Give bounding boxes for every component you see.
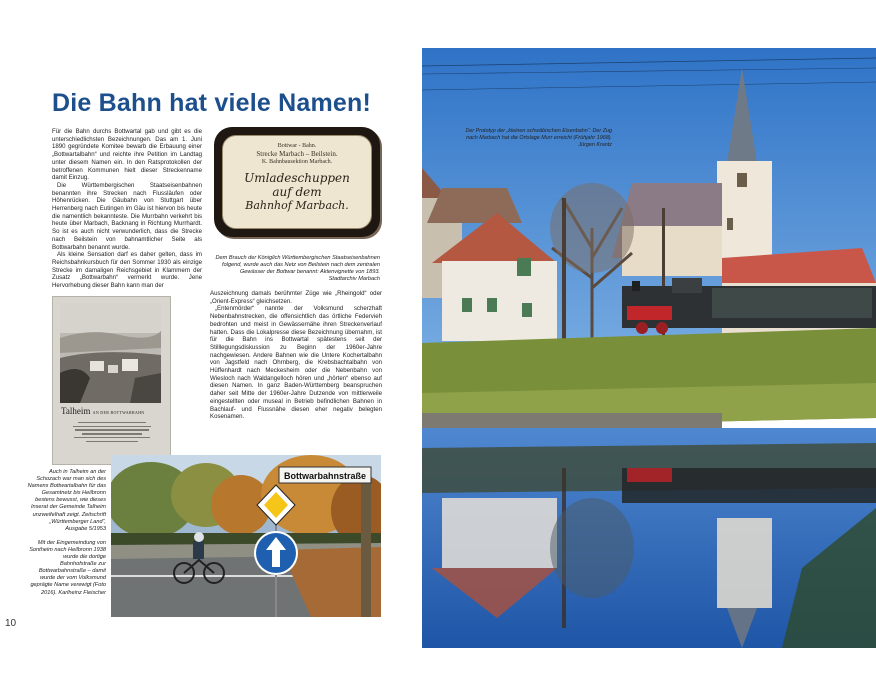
paragraph: Auszeichnung damals berühmter Züge wie „Rheingold“ oder „Orient-Express“ gleichsetzen. <box>210 290 382 305</box>
plaque-line: K. Bahnbausektion Marbach. <box>261 159 333 165</box>
paragraph: Für die Bahn durchs Bottwartal gab und gibt es die unterschiedlichsten Bezeichnungen. Das am 1. Juni 1890 gegründete Komitee bewarb die Erbauung einer „Bottwartalbahn“ und reichte ihre Petition im Landtag unter diesem Namen ein. In den Ratsprotokollen der betroffenen Kommunen hielt dieser Streckenname damit Einzug. <box>52 128 202 182</box>
left-page <box>0 48 410 648</box>
plaque-image <box>214 127 380 237</box>
body-column-left <box>52 128 202 290</box>
blue-straight-ahead-arrow-sign-icon <box>254 531 298 575</box>
brochure-photo <box>60 303 161 403</box>
plaque-line: Strecke Marbach – Beilstein. <box>256 150 338 158</box>
plaque-line: Bottwar - Bahn. <box>277 143 317 149</box>
plaque-line: Umladeschuppen <box>244 171 350 185</box>
talheim-caption <box>27 469 106 597</box>
paragraph: Die Württembergischen Staatseisenbahnen benannten ihre Strecken nach Flussläufen oder Höhenrücken. Die Gäubahn von Stuttgart über Herrenberg nach Eutingen im Gäu ist hiervon bis heute die namentlich bekannteste. Die Murrbahn verkehrt bis heute über Marbach, Backnang in Richtung Murrhardt. So ist es auch nicht verwunderlich, dass die Strecke nach Beilstein von bahnamtlicher Seite als Bottwarbahn benannt wurde. <box>52 181 202 251</box>
paragraph: Als kleine Sensation darf es daher gelten, dass im Reichsbahnkursbuch für den Sommer 1930 als einzige Strecke im damaligen Reichsgebiet in Klammern der Zusatz „Bottwarbahn“ vermerkt wurde. Jene Hervorhebung dieser Bahn kann man der <box>52 251 202 290</box>
train-caption: Der Prototyp der „kleinen schwäbischen Eisenbahn“: Der Zug nach Marbach hat die Ortslage Murr erreicht (Frühjahr 1968). Jürgen Krantz <box>465 128 612 149</box>
caption-part: Auch in Talheim an der Schozach war man sich des Namens Bottwartalbahn für das Gesamtnetz bis Heilbronn bestens bewusst, wie dieses Inserat der Gemeinde Talheim unzweifelhaft zeigt. Zeitschrift „Württemberger Land“, Ausgabe 5/1953 <box>27 469 106 532</box>
body-column-right <box>210 290 382 421</box>
plaque-line: auf dem <box>272 185 322 199</box>
right-page <box>422 48 876 648</box>
brochure-title-big: Talheim <box>61 406 91 416</box>
brochure-text-lines <box>69 419 155 445</box>
street-sign-text: Bottwarbahnstraße <box>283 471 367 481</box>
caption-part: Mit der Eingemeindung von Sontheim nach Heilbronn 1938 wurde die dortige Bahnhofstraße zur Bottwarbahnstraße – damit wurde der vom Volksmund geprägte Name verewigt (Foto 2016). Karlheinz Fleischer <box>29 539 106 596</box>
paragraph: „Entenmörder“ nannte der Volksmund scherzhaft Nebenbahnstrecken, die offensichtlich das örtliche Federvieh bedrohten und meist in Gewässernähe ihren Streckenverlauf hatten. Dass die Lokalpresse diese Bezeichnung übernahm, ist für die Bahn ins Bottwartal spätestens seit der Stilllegungsdiskussion zu Beginn der 1960er-Jahre nachgewiesen. Andere Bahnen wie die Untere Kochertalbahn von Jagstfeld nach Ohrnberg, die Krebsbachtalbahn von Hüffenhardt nach Meckesheim oder die Nebenbahn von Wiesloch nach Waldangelloch hören und „hörten“ ebenso auf diesen Namen. In ganz Baden-Württemberg beanspruchen daher seit Mitte der 1960er-Jahre Dutzende von mittlerweile eingestellten oder museal in Betrieb befindlichen Bahnen in Bachlauf- und Flussnähe diesen eher negativ belegten Kosenamen. <box>210 305 382 421</box>
brochure-title-small: AN DER BOTTWARBAHN <box>92 410 145 415</box>
bottwarbahnstrasse-photo <box>111 455 381 617</box>
plaque-card <box>222 135 372 229</box>
plaque-line: Bahnhof Marbach. <box>245 199 349 212</box>
talheim-brochure-image <box>52 296 171 465</box>
brochure-title <box>61 406 144 416</box>
page-title: Die Bahn hat viele Namen! <box>52 89 371 117</box>
page-number: 10 <box>5 618 17 629</box>
plaque-caption: Dem Brauch der Königlich Württembergischen Staatseisenbahnen folgend, wurde auch das Netz von Beilstein nach dem zentralen Gewässer der Bottwar benannt: Aktenvignette von 1893. Stadtarchiv Marbach <box>215 255 380 283</box>
